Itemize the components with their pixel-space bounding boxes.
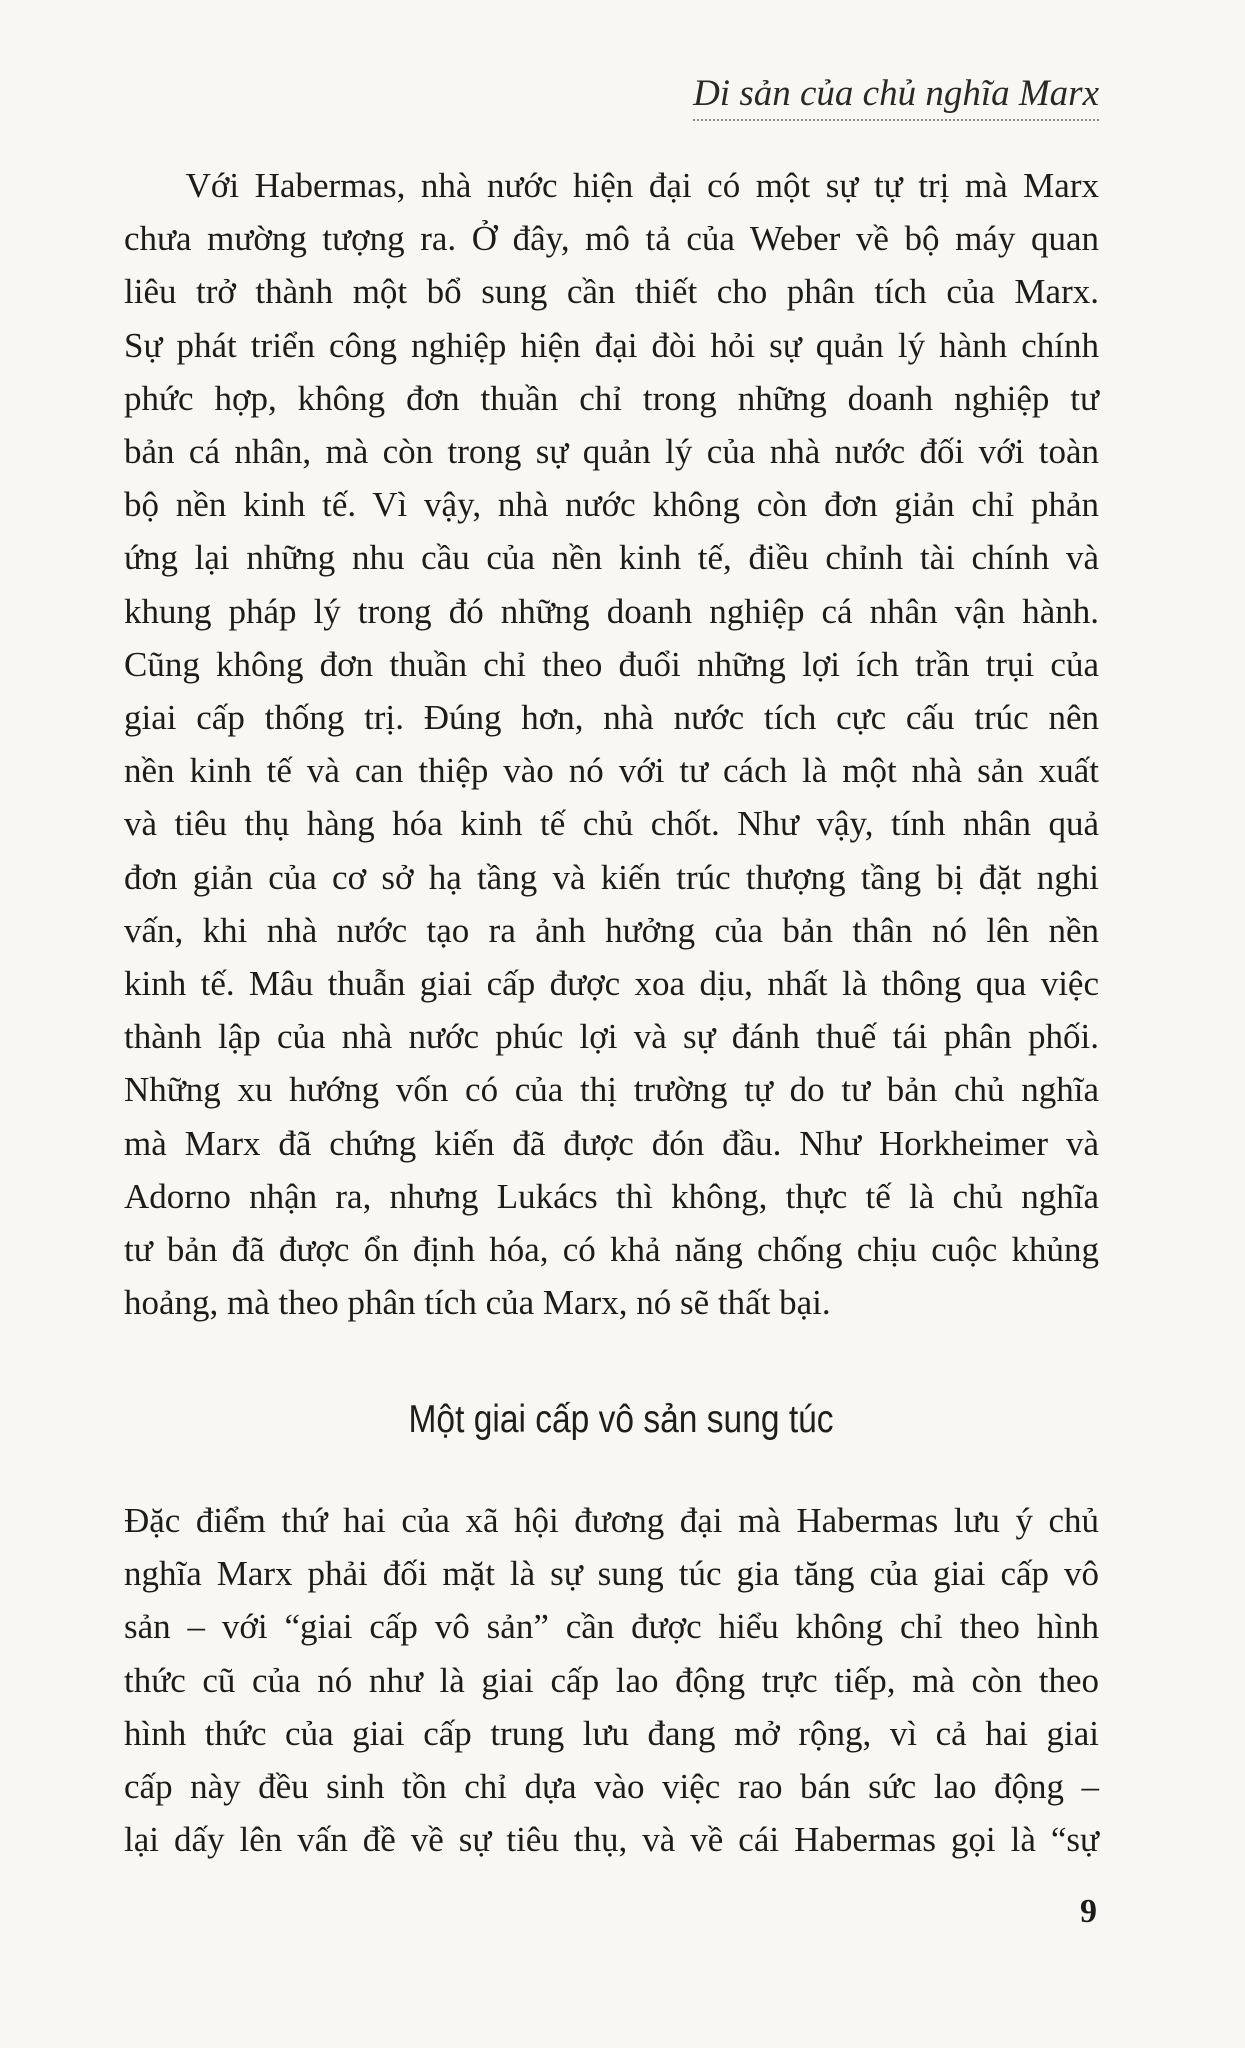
text-line: phức hợp, không đơn thuần chỉ trong những doanh nghiệp tư	[124, 378, 1099, 418]
paragraph-1	[124, 159, 1099, 1329]
text-line: bản cá nhân, mà còn trong sự quản lý của nhà nước đối với toàn	[124, 432, 1099, 472]
text-line: kinh tế. Mâu thuẫn giai cấp được xoa dịu, nhất là thông qua việc	[124, 964, 1099, 1004]
text-line: bộ nền kinh tế. Vì vậy, nhà nước không còn đơn giản chỉ phản	[124, 485, 1099, 525]
text-line: ứng lại những nhu cầu của nền kinh tế, điều chỉnh tài chính và	[124, 538, 1099, 578]
text-line: nền kinh tế và can thiệp vào nó với tư cách là một nhà sản xuất	[124, 751, 1099, 791]
text-line: đơn giản của cơ sở hạ tầng và kiến trúc thượng tầng bị đặt nghi	[124, 857, 1099, 897]
text-line: Sự phát triển công nghiệp hiện đại đòi hỏi sự quản lý hành chính	[124, 325, 1099, 365]
paragraph-2	[124, 1494, 1099, 1866]
text-line: và tiêu thụ hàng hóa kinh tế chủ chốt. Như vậy, tính nhân quả	[124, 804, 1099, 844]
page-number: 9	[1080, 1893, 1097, 1930]
text-line: chưa mường tượng ra. Ở đây, mô tả của Weber về bộ máy quan	[124, 219, 1099, 259]
text-line: hình thức của giai cấp trung lưu đang mở rộng, vì cả hai giai	[124, 1713, 1099, 1753]
text-line: vấn, khi nhà nước tạo ra ảnh hưởng của bản thân nó lên nền	[124, 910, 1099, 950]
text-line: Những xu hướng vốn có của thị trường tự do tư bản chủ nghĩa	[124, 1070, 1099, 1110]
text-line: hoảng, mà theo phân tích của Marx, nó sẽ thất bại.	[124, 1283, 831, 1323]
text-line: giai cấp thống trị. Đúng hơn, nhà nước tích cực cấu trúc nên	[124, 698, 1099, 738]
text-line: thức cũ của nó như là giai cấp lao động trực tiếp, mà còn theo	[124, 1660, 1099, 1700]
text-line: Adorno nhận ra, nhưng Lukács thì không, thực tế là chủ nghĩa	[124, 1176, 1099, 1216]
text-line: cấp này đều sinh tồn chỉ dựa vào việc rao bán sức lao động –	[124, 1767, 1099, 1807]
text-line: sản – với “giai cấp vô sản” cần được hiểu không chỉ theo hình	[124, 1607, 1099, 1647]
text-line: tư bản đã được ổn định hóa, có khả năng chống chịu cuộc khủng	[124, 1230, 1099, 1270]
text-line: nghĩa Marx phải đối mặt là sự sung túc gia tăng của giai cấp vô	[124, 1554, 1099, 1594]
text-line: mà Marx đã chứng kiến đã được đón đầu. Như Horkheimer và	[124, 1123, 1099, 1163]
text-line: Đặc điểm thứ hai của xã hội đương đại mà Habermas lưu ý chủ	[124, 1501, 1099, 1540]
text-line: Với Habermas, nhà nước hiện đại có một sự tự trị mà Marx	[124, 166, 1099, 205]
text-line: lại dấy lên vấn đề về sự tiêu thụ, và về cái Habermas gọi là “sự	[124, 1820, 1099, 1860]
text-line: liêu trở thành một bổ sung cần thiết cho phân tích của Marx.	[124, 272, 1099, 312]
text-line: thành lập của nhà nước phúc lợi và sự đánh thuế tái phân phối.	[124, 1017, 1099, 1057]
text-line: Cũng không đơn thuần chỉ theo đuổi những lợi ích trần trụi của	[124, 644, 1099, 684]
running-header: Di sản của chủ nghĩa Marx	[693, 72, 1099, 121]
text-line: khung pháp lý trong đó những doanh nghiệp cá nhân vận hành.	[124, 591, 1099, 631]
section-heading: Một giai cấp vô sản sung túc	[408, 1398, 834, 1441]
